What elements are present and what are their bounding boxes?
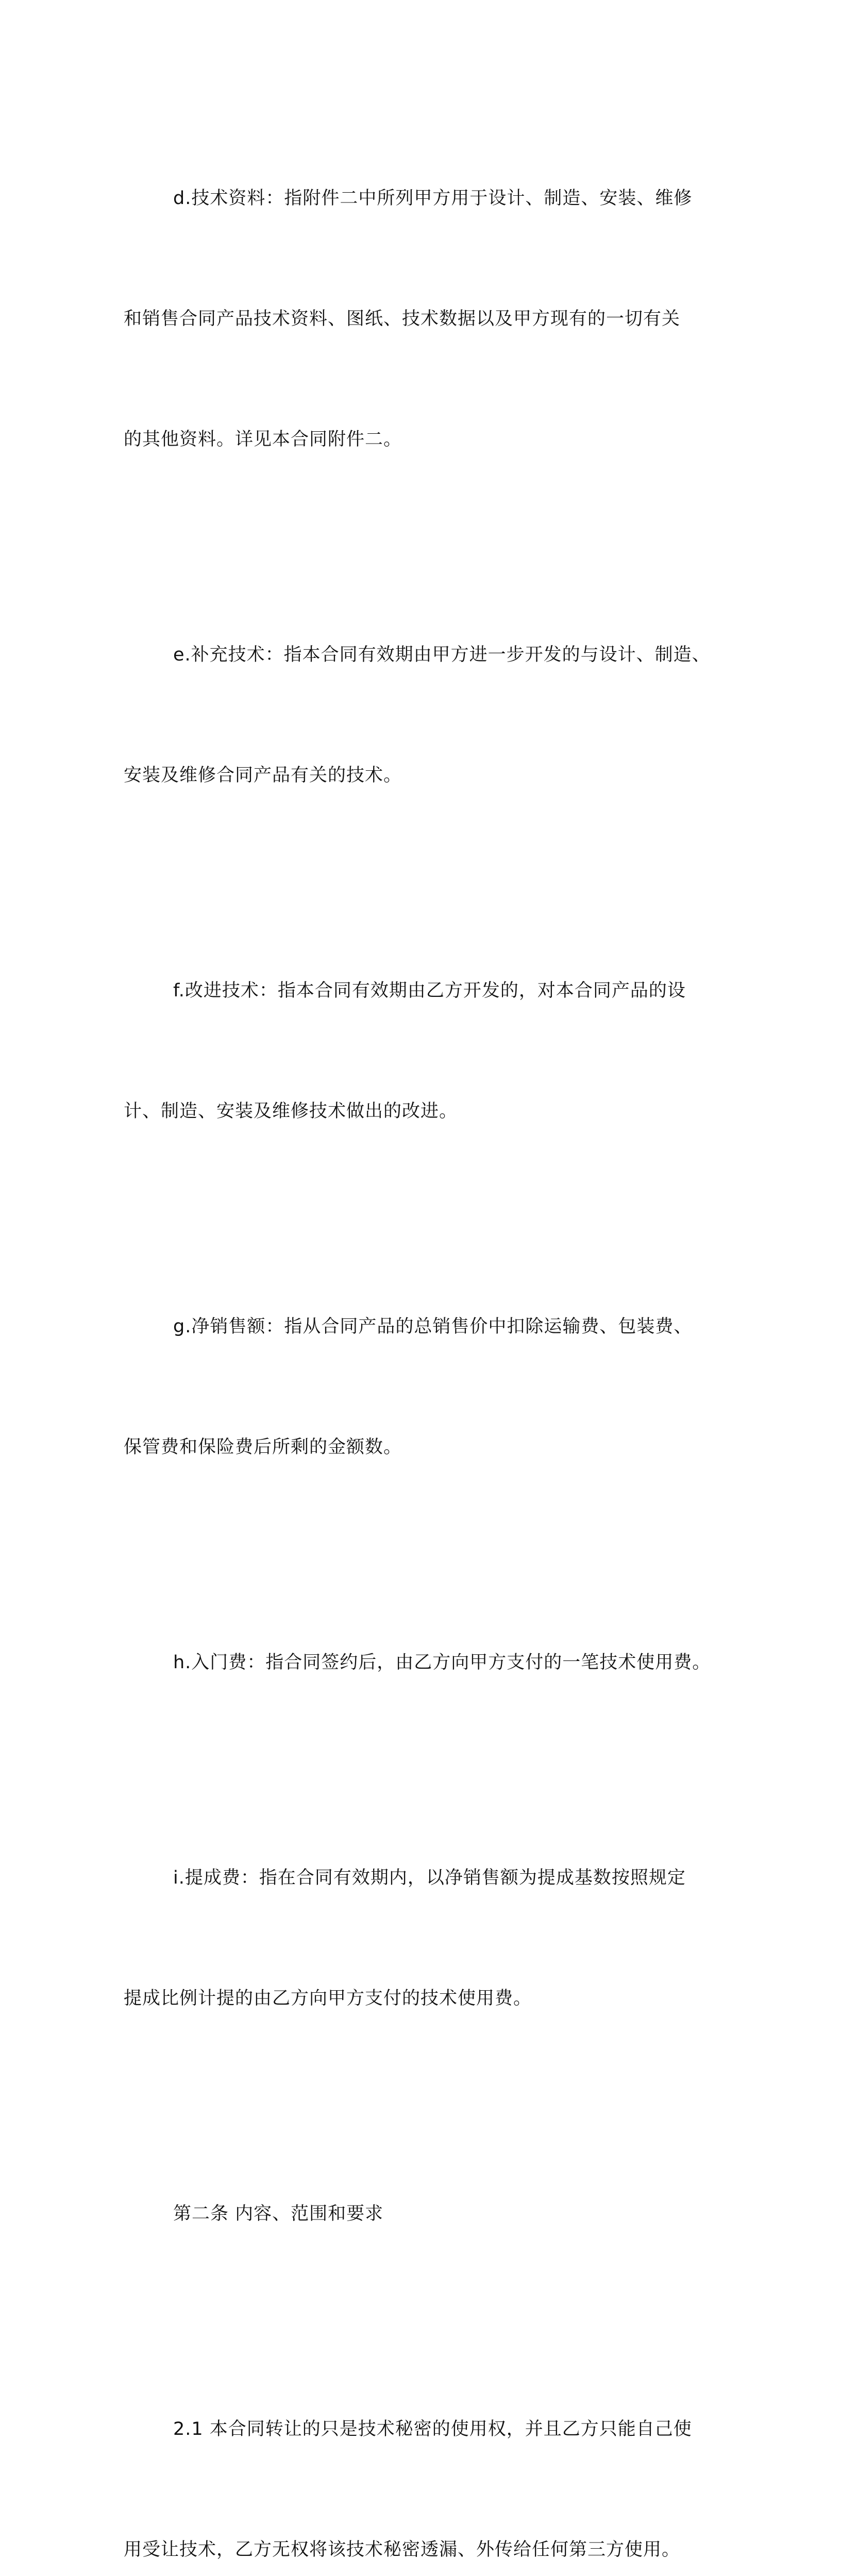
paragraph-f-improved-technology	[124, 890, 721, 1212]
text-line: d.技术资料：指附件二中所列甲方用于设计、制造、安装、维修	[173, 188, 693, 209]
document-body	[124, 98, 721, 2576]
text-line: 用受让技术，乙方无权将该技术秘密透漏、外传给任何第三方使用。	[124, 2539, 681, 2560]
text-line: 2.1 本合同转让的只是技术秘密的使用权，并且乙方只能自己使	[173, 2419, 692, 2439]
article-2-heading	[124, 2113, 721, 2314]
text-line: 提成比例计提的由乙方向甲方支付的技术使用费。	[124, 1988, 532, 2009]
paragraph-g-net-sales	[124, 1226, 721, 1548]
text-line: g.净销售额：指从合同产品的总销售价中扣除运输费、包装费、	[173, 1316, 693, 1337]
text-line: 保管费和保险费后所剩的金额数。	[124, 1437, 402, 1458]
text-line: i.提成费：指在合同有效期内，以净销售额为提成基数按照规定	[173, 1868, 686, 1888]
paragraph-h-entry-fee	[124, 1562, 721, 1763]
text-line: e.补充技术：指本合同有效期由甲方进一步开发的与设计、制造、	[173, 645, 711, 665]
paragraph-e-supplementary-technology	[124, 554, 721, 876]
text-line: 计、制造、安装及维修技术做出的改进。	[124, 1101, 458, 1122]
text-line: 的其他资料。详见本合同附件二。	[124, 429, 402, 450]
paragraph-2-1	[124, 2329, 721, 2576]
text-line: f.改进技术：指本合同有效期由乙方开发的，对本合同产品的设	[173, 980, 686, 1001]
text-line: 和销售合同产品技术资料、图纸、技术数据以及甲方现有的一切有关	[124, 309, 681, 329]
paragraph-i-royalty-fee	[124, 1777, 721, 2099]
text-line: h.入门费：指合同签约后，由乙方向甲方支付的一笔技术使用费。	[173, 1652, 711, 1673]
text-line: 安装及维修合同产品有关的技术。	[124, 765, 402, 786]
paragraph-d-technical-materials	[124, 98, 721, 540]
heading-text: 第二条 内容、范围和要求	[173, 2204, 384, 2224]
